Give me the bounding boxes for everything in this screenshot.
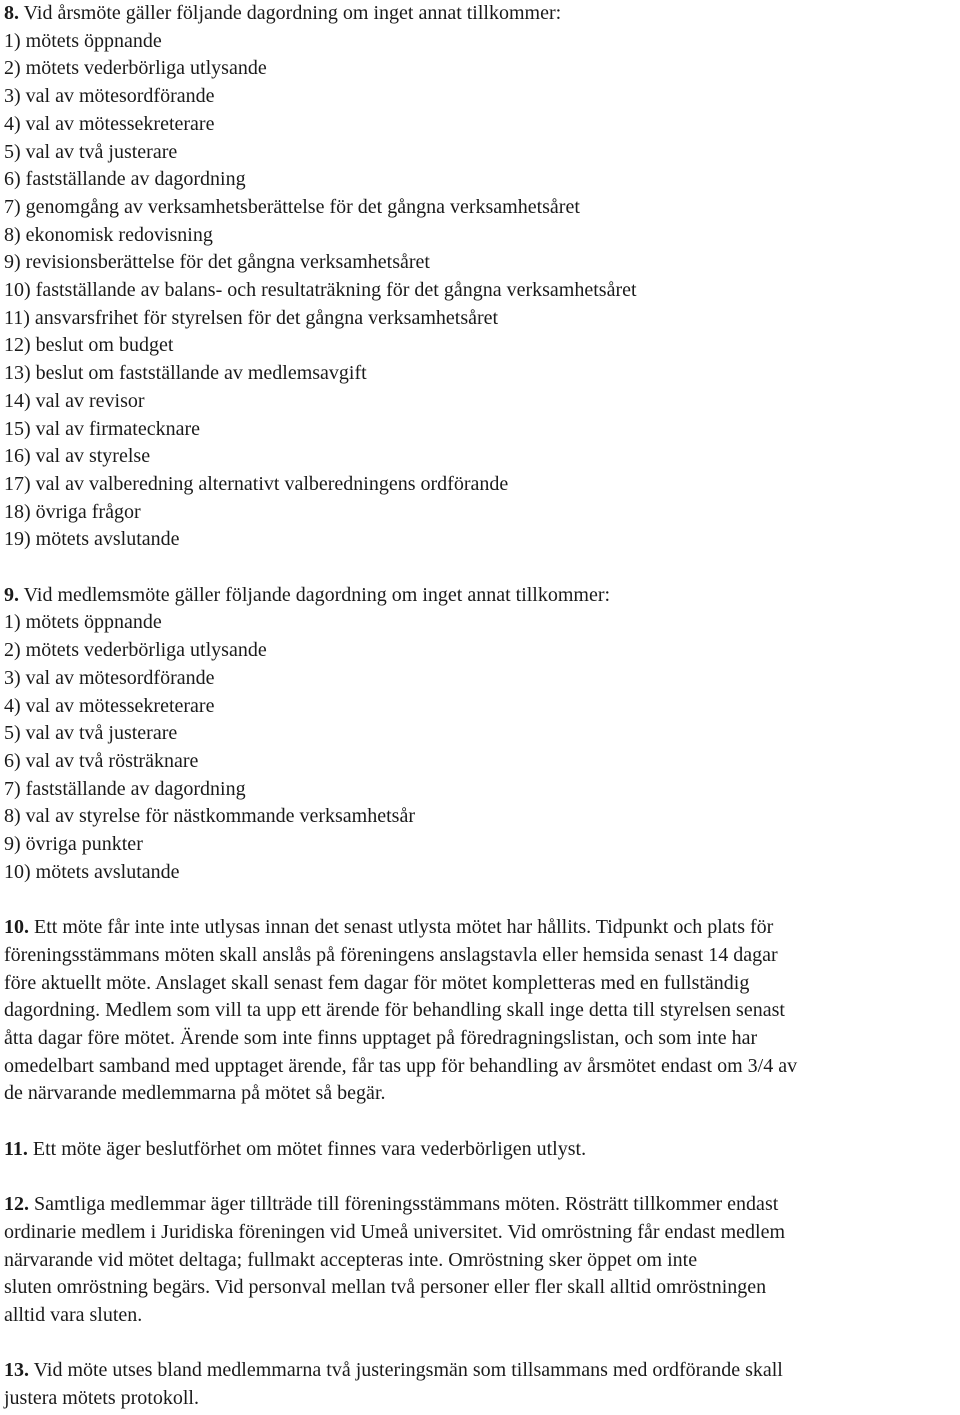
list-item: 14) val av revisor xyxy=(4,389,145,412)
list-item: 7) fastställande av dagordning xyxy=(4,777,246,800)
list-item: 3) val av mötesordförande xyxy=(4,85,215,108)
section-intro: Vid årsmöte gäller följande dagordning om inget annat tillkommer: xyxy=(19,2,562,24)
spacer xyxy=(4,554,956,582)
paragraph-line: före aktuellt möte. Anslaget skall senast fem dagar för mötet kompletteras med en fullständig xyxy=(4,971,750,994)
list-item: 8) val av styrelse för nästkommande verksamhetsår xyxy=(4,805,415,828)
paragraph-line: de närvarande medlemmarna på mötet så begär. xyxy=(4,1082,386,1105)
spacer xyxy=(4,1330,956,1358)
paragraph-line xyxy=(4,914,956,942)
section-number: 12. xyxy=(4,1193,29,1216)
list-item: 5) val av två justerare xyxy=(4,140,178,163)
paragraph-line xyxy=(4,1357,956,1385)
list-item: 4) val av mötessekreterare xyxy=(4,112,215,135)
spacer xyxy=(4,886,956,914)
paragraph-line: sluten omröstning begärs. Vid personval mellan två personer eller fler skall alltid omröstningen xyxy=(4,1276,767,1299)
section-intro: Vid medlemsmöte gäller följande dagordning om inget annat tillkommer: xyxy=(19,583,611,606)
list-item: 1) mötets öppnande xyxy=(4,29,162,52)
section-9 xyxy=(4,582,956,887)
list-item: 4) val av mötessekreterare xyxy=(4,694,215,717)
list-item: 2) mötets vederbörliga utlysande xyxy=(4,639,267,662)
paragraph-text: Ett möte äger beslutförhet om mötet finnes vara vederbörligen utlyst. xyxy=(27,1137,587,1160)
list-item: 15) val av firmatecknare xyxy=(4,417,201,440)
paragraph-text: Ett möte får inte inte utlysas innan det senast utlysta mötet har hållits. Tidpunkt och plats för xyxy=(29,916,774,939)
paragraph-line: föreningsstämmans möten skall anslås på föreningens anslagstavla eller hemsida senast 14 dagar xyxy=(4,943,778,966)
list-item: 12) beslut om budget xyxy=(4,334,174,357)
section-number: 10. xyxy=(4,916,29,939)
list-item: 19) mötets avslutande xyxy=(4,528,180,551)
agenda-list xyxy=(4,609,956,886)
list-item: 16) val av styrelse xyxy=(4,445,151,468)
paragraph-line: omedelbart samband med upptaget ärende, får tas upp för behandling av årsmötet endast om 3/4 av xyxy=(4,1054,798,1077)
paragraph-line xyxy=(4,1136,956,1164)
section-number: 13. xyxy=(4,1359,29,1382)
section-13 xyxy=(4,1357,956,1412)
list-item: 9) revisionsberättelse för det gångna verksamhetsåret xyxy=(4,251,430,274)
paragraph-text: Vid möte utses bland medlemmarna två justeringsmän som tillsammans med ordförande skall xyxy=(29,1359,783,1382)
list-item: 3) val av mötesordförande xyxy=(4,666,215,689)
spacer xyxy=(4,1163,956,1191)
paragraph-line: justera mötets protokoll. xyxy=(4,1387,199,1410)
list-item: 11) ansvarsfrihet för styrelsen för det gångna verksamhetsåret xyxy=(4,306,499,329)
section-number: 8. xyxy=(4,2,19,24)
paragraph-line: närvarande vid mötet deltaga; fullmakt accepteras inte. Omröstning sker öppet om inte xyxy=(4,1248,698,1271)
section-8-heading xyxy=(4,0,956,28)
section-11 xyxy=(4,1136,956,1164)
list-item: 6) val av två rösträknare xyxy=(4,749,199,772)
list-item: 13) beslut om fastställande av medlemsavgift xyxy=(4,362,367,385)
section-number: 11. xyxy=(4,1137,28,1160)
section-number: 9. xyxy=(4,583,19,606)
list-item: 1) mötets öppnande xyxy=(4,611,162,634)
list-item: 8) ekonomisk redovisning xyxy=(4,223,213,246)
list-item: 18) övriga frågor xyxy=(4,500,141,523)
paragraph-line xyxy=(4,1191,956,1219)
list-item: 5) val av två justerare xyxy=(4,722,178,745)
agenda-list xyxy=(4,28,956,554)
list-item: 10) mötets avslutande xyxy=(4,860,180,883)
list-item: 10) fastställande av balans- och resultaträkning för det gångna verksamhetsåret xyxy=(4,279,637,302)
paragraph-line: alltid vara sluten. xyxy=(4,1303,143,1326)
list-item: 17) val av valberedning alternativt valberedningens ordförande xyxy=(4,472,509,495)
section-12 xyxy=(4,1191,956,1330)
list-item: 9) övriga punkter xyxy=(4,833,143,856)
paragraph-text: Samtliga medlemmar äger tillträde till föreningsstämmans möten. Rösträtt tillkommer endast xyxy=(29,1193,779,1216)
spacer xyxy=(4,1108,956,1136)
section-10 xyxy=(4,914,956,1108)
paragraph-line: dagordning. Medlem som vill ta upp ett ärende för behandling skall inge detta till styrelsen senast xyxy=(4,999,785,1022)
list-item: 6) fastställande av dagordning xyxy=(4,168,246,191)
paragraph-line: ordinarie medlem i Juridiska föreningen vid Umeå universitet. Vid omröstning får endast medlem xyxy=(4,1220,786,1243)
list-item: 2) mötets vederbörliga utlysande xyxy=(4,57,267,80)
list-item: 7) genomgång av verksamhetsberättelse för det gångna verksamhetsåret xyxy=(4,195,580,218)
paragraph-line: åtta dagar före mötet. Ärende som inte finns upptaget på föredragningslistan, och som inte har xyxy=(4,1026,758,1049)
section-8 xyxy=(4,0,956,554)
section-9-heading xyxy=(4,582,956,610)
